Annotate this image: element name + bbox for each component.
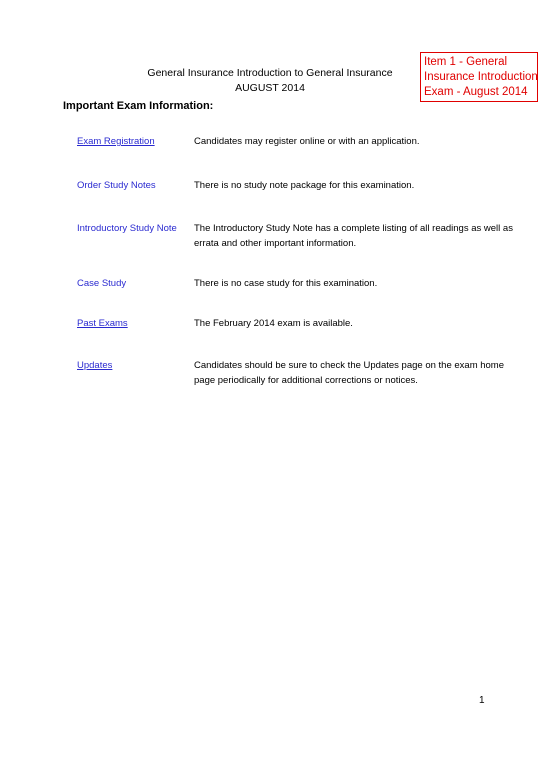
annotation-line-2: Insurance Introduction bbox=[424, 71, 538, 83]
updates-description: Candidates should be sure to check the Updates page on the exam home page periodically for additional corrections or notices. bbox=[194, 360, 505, 386]
document-date: AUGUST 2014 bbox=[235, 82, 305, 94]
annotation-box bbox=[420, 52, 538, 102]
updates-link[interactable]: Updates bbox=[77, 360, 113, 371]
case-study-link[interactable]: Case Study bbox=[77, 278, 127, 289]
annotation-line-1: Item 1 - General bbox=[424, 56, 508, 68]
order-study-notes-description: There is no study note package for this examination. bbox=[194, 180, 415, 191]
past-exams-description: The February 2014 exam is available. bbox=[194, 318, 353, 329]
section-heading: Important Exam Information: bbox=[63, 100, 214, 112]
exam-registration-description: Candidates may register online or with an application. bbox=[194, 136, 420, 147]
order-study-notes-link[interactable]: Order Study Notes bbox=[77, 180, 156, 191]
exam-registration-link[interactable]: Exam Registration bbox=[77, 136, 155, 147]
document-title: General Insurance Introduction to General Insurance bbox=[147, 67, 393, 79]
introductory-study-note-link[interactable]: Introductory Study Note bbox=[77, 223, 177, 234]
annotation-line-3: Exam - August 2014 bbox=[424, 86, 528, 98]
past-exams-link[interactable]: Past Exams bbox=[77, 318, 128, 329]
case-study-description: There is no case study for this examination. bbox=[194, 278, 378, 289]
introductory-study-note-description: The Introductory Study Note has a complete listing of all readings as well as errata and other important information. bbox=[194, 223, 513, 249]
document-header bbox=[130, 66, 410, 96]
page-number: 1 bbox=[479, 695, 485, 706]
